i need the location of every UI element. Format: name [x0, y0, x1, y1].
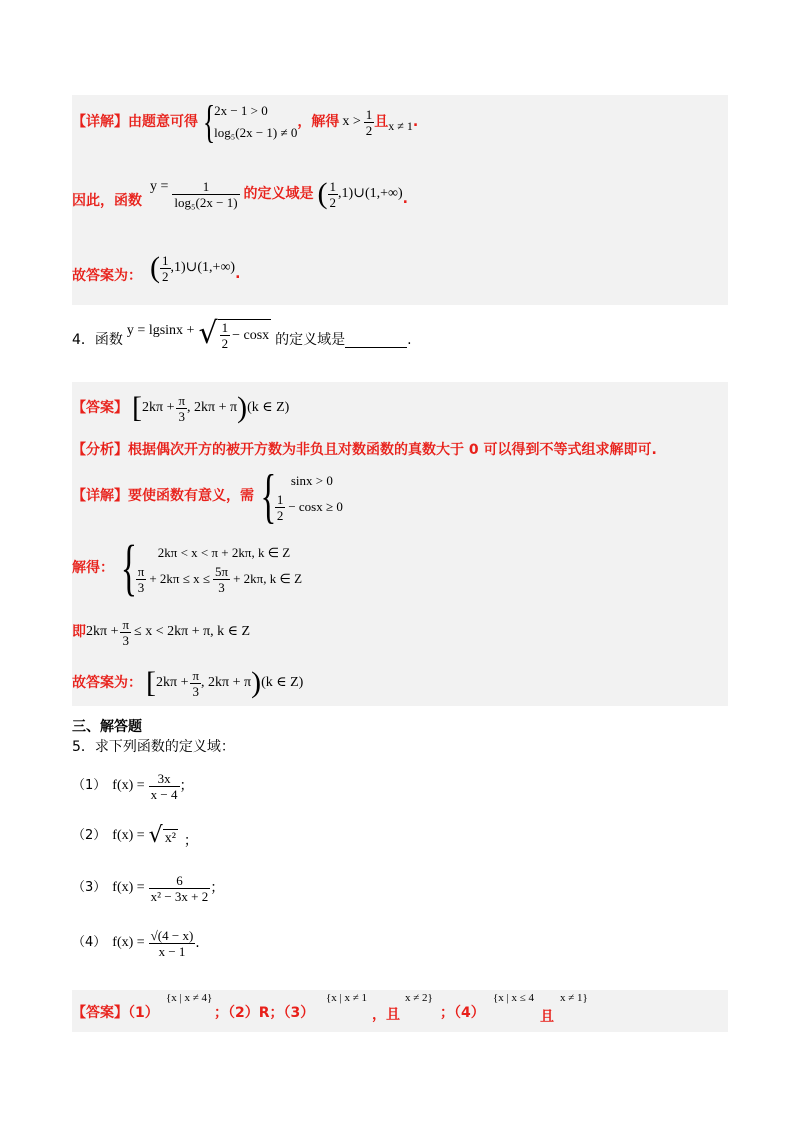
q4-solve-row2	[136, 564, 302, 595]
q4-ji-line	[72, 612, 250, 652]
q5-a4-and: 且	[540, 1009, 554, 1025]
q5-a3-set-a: {x | x ≠ 1	[326, 992, 368, 1004]
q4-solve-row1-text: 2kπ < x < π + 2kπ, k ∈ Z	[157, 544, 291, 560]
q5-item-2	[72, 816, 198, 856]
q4-ji-head: 2kπ +	[86, 624, 119, 639]
q3-half-num: 1	[365, 106, 373, 122]
q3-therefore-line	[72, 172, 408, 216]
q4-final-head: 2kπ +	[156, 675, 189, 690]
q5-item-3-label: （3）	[72, 880, 107, 895]
q4-solve-pi: π	[137, 563, 145, 579]
q5-a1-label: （1）	[128, 1005, 159, 1021]
q5-answer-label: 【答案】	[72, 1005, 128, 1021]
q4-end: .	[407, 332, 412, 348]
q5-item-3-end: ；	[210, 880, 225, 896]
q3-x-gt: x >	[342, 114, 361, 129]
q3-function-fraction	[172, 179, 239, 210]
q5-sep2: ；（4）	[440, 1005, 485, 1021]
q3-system-brace: {	[202, 96, 216, 147]
q3-final-tail: ,1)∪(1,+∞)	[170, 260, 236, 275]
q4-sqrt-fraction	[220, 320, 231, 351]
q5-item-3	[72, 866, 224, 910]
q4-stem	[72, 312, 412, 356]
q3-y-eq: y =	[150, 179, 169, 194]
q4-solve-row2-tail: + 2kπ, k ∈ Z	[233, 571, 303, 586]
q4-answer-pi: π	[178, 392, 186, 408]
q3-final-period: .	[235, 266, 241, 282]
q4-ji-three: 3	[122, 632, 129, 648]
q4-answer-label: 【答案】	[72, 400, 128, 416]
q5-a4-set-b: x ≠ 1}	[560, 992, 588, 1004]
q3-domain-half-num: 1	[329, 178, 337, 194]
q3-domain-is: 的定义域是	[243, 186, 314, 202]
q3-half-den: 2	[365, 122, 373, 138]
q4-detail-label: 【详解】	[72, 488, 128, 504]
q4-need-row1	[275, 470, 343, 492]
q3-domain-open-paren: (	[317, 177, 328, 210]
q3-system	[214, 100, 297, 144]
q4-solve-row1	[136, 542, 302, 564]
q3-final-open-paren: (	[150, 251, 160, 284]
q5-item-1-num: 3x	[149, 771, 180, 787]
q4-solve-three: 3	[137, 579, 145, 595]
q5-item-3-fraction	[149, 873, 211, 904]
q3-final-line	[72, 246, 240, 290]
q4-solve-brace: {	[120, 534, 138, 602]
q4-sqrt-den: 2	[221, 336, 229, 351]
q5-item-2-body: x²	[164, 831, 176, 846]
q5-item-1-den: x − 4	[150, 786, 178, 802]
q3-final-half-den: 2	[162, 268, 169, 284]
q3-system-row1: 2x − 1 > 0	[214, 103, 268, 118]
q4-final-three: 3	[192, 683, 199, 699]
q4-suffix: 的定义域是	[275, 332, 346, 348]
q5-item-4-fraction	[149, 928, 196, 959]
q4-need-half-den: 2	[276, 507, 284, 523]
q4-need-half	[275, 492, 286, 523]
q3-function-den: log₅(2x − 1)	[174, 194, 238, 210]
q4-analysis-label: 【分析】	[72, 442, 128, 458]
q5-item-1-end: ；	[179, 778, 194, 794]
q3-function-num: 1	[172, 179, 239, 195]
q5-item-1-fraction	[149, 771, 180, 802]
q3-final-half	[160, 253, 171, 284]
q5-item-4	[72, 920, 200, 966]
q3-domain-tail: ,1)∪(1,+∞)	[338, 186, 403, 201]
q4-ji-tail: ≤ x < 2kπ + π, k ∈ Z	[134, 624, 251, 639]
q4-solve-5pi-third	[213, 564, 230, 595]
q5-item-4-end: .	[195, 935, 200, 951]
q4-answer-k: (k ∈ Z)	[247, 400, 290, 415]
q5-stem: 5．求下列函数的定义域：	[72, 739, 235, 755]
q3-detail-line	[72, 96, 418, 148]
q4-sqrt	[198, 317, 271, 351]
q5-item-1-label: （1）	[72, 778, 107, 793]
q4-solve-three-b: 3	[218, 579, 225, 595]
q3-half-fraction	[364, 107, 375, 138]
q4-final-pi: π	[192, 667, 200, 683]
q3-detail-label: 【详解】	[72, 114, 128, 130]
q4-ji-pi-third	[120, 617, 131, 648]
q4-answer-blank	[345, 333, 407, 348]
q3-answer-is: 故答案为：	[72, 268, 142, 284]
q5-item-4-den: x − 1	[158, 943, 186, 959]
q4-detail-text: 要使函数有意义，需	[128, 488, 254, 504]
q4-analysis-line	[72, 441, 657, 459]
q4-analysis-text: 根据偶次开方的被开方数为非负且对数函数的真数大于 0 可以得到不等式组求解即可.	[128, 442, 657, 458]
q4-final-line	[72, 663, 303, 703]
q4-solve-system	[136, 542, 302, 595]
q5-item-2-end: ；	[183, 833, 198, 849]
q4-sqrt-body	[218, 319, 272, 351]
q4-answer-open-bracket: [	[132, 391, 142, 424]
q5-item-3-num: 6	[149, 873, 211, 889]
q3-domain-half-den: 2	[329, 194, 337, 210]
q4-need-half-num: 1	[276, 491, 284, 507]
q5-item-1	[72, 764, 194, 808]
q5-a3-and: ，且	[372, 1007, 400, 1023]
q4-answer-pi-third	[176, 393, 187, 424]
q5-item-3-den: x² − 3x + 2	[150, 888, 209, 904]
q4-final-close-paren: )	[251, 666, 262, 699]
q4-final-label: 故答案为：	[72, 675, 142, 691]
q4-answer-head: 2kπ +	[142, 400, 175, 415]
q3-domain-half	[328, 179, 339, 210]
q4-answer-three: 3	[178, 408, 185, 424]
q4-final-tail: , 2kπ + π	[201, 675, 252, 690]
q5-a4-set-a: {x | x ≤ 4	[493, 992, 535, 1004]
q3-detail-text: 由题意可得	[128, 114, 198, 130]
q5-item-2-sqrt-sign: √	[148, 823, 163, 848]
q4-solve-pi-third	[136, 564, 147, 595]
q4-final-k: (k ∈ Z)	[261, 675, 304, 690]
q4-ji-pi: π	[122, 616, 130, 632]
q3-and: 且	[374, 114, 389, 130]
q3-domain-period: .	[402, 191, 408, 207]
q4-answer-close-paren: )	[237, 391, 248, 424]
q4-func-prefix: y = lgsinx +	[126, 323, 195, 338]
q4-number: 4．函数	[72, 332, 123, 348]
q3-x-ne-1: x ≠ 1	[388, 119, 413, 133]
q4-detail-line	[72, 463, 343, 529]
q4-sqrt-num: 1	[221, 320, 229, 335]
q5-item-4-label: （4）	[72, 935, 107, 950]
q5-sep1: ；（2）R；（3）	[214, 1005, 315, 1021]
q3-system-row2: log₅(2x − 1) ≠ 0	[214, 125, 298, 140]
q4-need-row2	[275, 492, 343, 523]
q5-item-4-num: √(4 − x)	[150, 927, 194, 943]
q5-item-2-sqrt	[149, 824, 178, 848]
q5-item-3-lhs: f(x) =	[112, 880, 145, 895]
section3-title: 三、解答题	[72, 719, 142, 735]
q5-item-1-lhs: f(x) =	[112, 778, 145, 793]
q4-final-open-bracket: [	[146, 666, 156, 699]
q4-answer-line	[72, 388, 289, 428]
q3-final-half-num: 1	[162, 252, 169, 268]
q4-solve-5pi: 5π	[215, 563, 229, 579]
q4-ji-label: 即	[72, 624, 86, 640]
q4-solve-line	[72, 536, 302, 600]
q4-sqrt-sign: √	[198, 316, 218, 351]
q4-sqrt-tail: − cosx	[232, 327, 270, 343]
q5-answer-line	[72, 1004, 159, 1022]
q5-item-2-lhs: f(x) =	[112, 828, 145, 843]
q4-solve-row2-mid: + 2kπ ≤ x ≤	[149, 571, 211, 586]
q5-a3-set-b: x ≠ 2}	[405, 992, 433, 1004]
q3-solve-text: ，解得	[297, 114, 340, 130]
q3-period: .	[412, 114, 419, 130]
q3-therefore-text: 因此，函数	[72, 193, 142, 209]
q5-item-2-label: （2）	[72, 828, 107, 843]
q5-a1-set: {x | x ≠ 4}	[166, 992, 213, 1004]
q4-final-pi-third	[190, 668, 201, 699]
q4-need-brace: {	[260, 463, 277, 529]
q4-solve-label: 解得：	[72, 560, 114, 576]
q4-need-system	[275, 470, 343, 523]
q4-need-row1-text: sinx > 0	[290, 472, 333, 488]
q4-need-row2-tail: − cosx ≥ 0	[288, 499, 343, 514]
q4-answer-tail: , 2kπ + π	[187, 400, 238, 415]
q5-item-4-lhs: f(x) =	[112, 935, 145, 950]
